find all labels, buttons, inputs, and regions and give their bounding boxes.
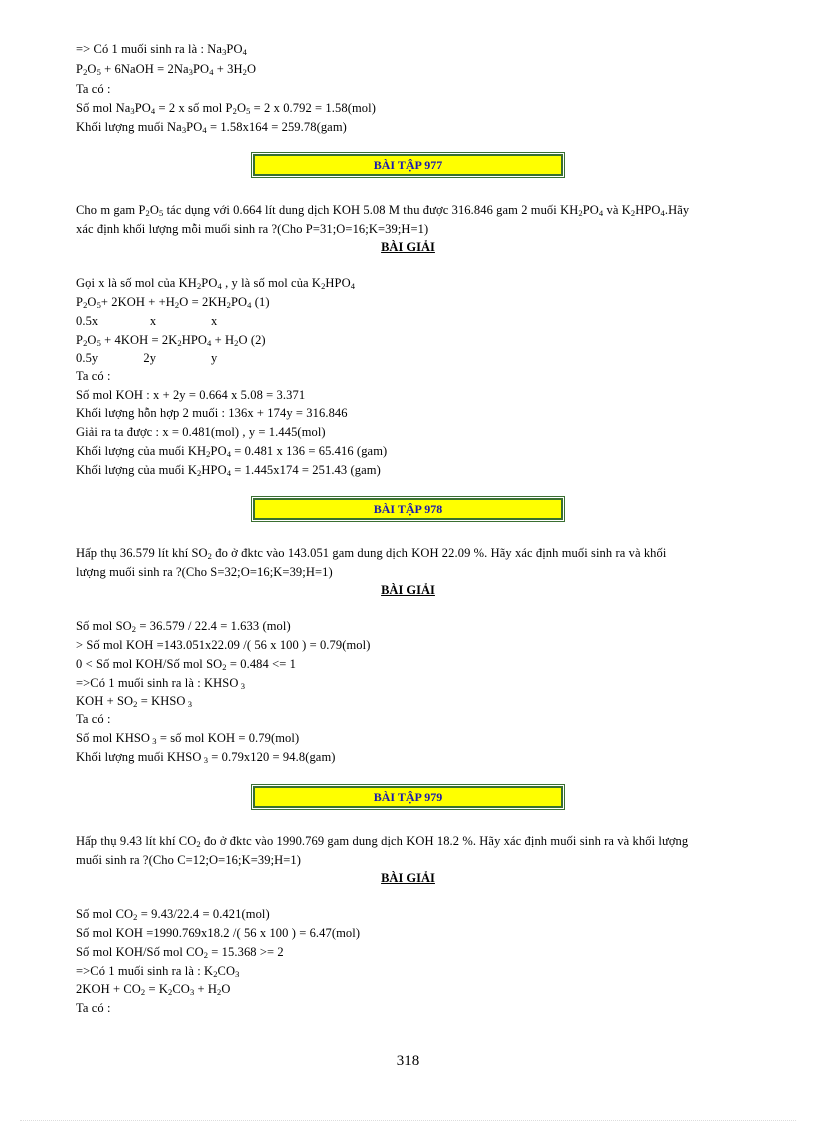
text-line: Số mol $SO_2 = 36.579 / 22.4 = 1.633$ (mol) xyxy=(76,619,291,634)
text-line: =>Có 1 muối sinh ra là : $K_2CO_3$ xyxy=(76,964,240,979)
text-line: Khối lượng của muối $KH_2PO_4 = 0.481$ x 136 = 65.416 (gam) xyxy=(76,444,388,459)
text-line: Giải ra ta được : x = 0.481(mol) , y = 1.445(mol) xyxy=(76,425,326,439)
text-line: => Có 1 muối sinh ra là : $Na_3PO_4$ xyxy=(76,42,247,57)
equation-line: $P_2O_5 + 4KOH = 2K_2HPO_4 + H_2O$ (2) xyxy=(76,333,266,348)
question-line: Hấp thụ 36.579 lít khí $SO_2$ đo ở đktc vào 143.051 gam dung dịch KOH 22.09 %. Hãy xác định muối sinh ra và khối xyxy=(76,546,667,561)
exercise-978-banner: BÀI TẬP 978 xyxy=(253,498,563,520)
text-line: Ta có : xyxy=(76,1001,111,1015)
text-line: Khối lượng muối KHSO $_3$ = 0.79x120 = 94.8(gam) xyxy=(76,750,336,765)
text-line: Số mol KHSO $_3$ = số mol KOH = 0.79(mol) xyxy=(76,731,300,746)
text-line: Khối lượng hỗn hợp 2 muối : 136x + 174y = 316.846 xyxy=(76,406,348,420)
equation-line: KOH + $SO_2$ = KHSO $_3$ xyxy=(76,694,193,709)
text-line: Gọi x là số mol của $KH_2PO_4$ , y là số mol của $K_2HPO_4$ xyxy=(76,276,356,291)
equation-line: $P_2O_5$ + 6NaOH = $2Na_3PO_4 + 3H_2O$ xyxy=(76,62,257,77)
question-line: xác định khối lượng mỗi muối sinh ra ?(Cho P=31;O=16;K=39;H=1) xyxy=(76,222,429,236)
text-line: Ta có : xyxy=(76,712,111,726)
text-line: Số mol KOH =1990.769x18.2 /( 56 x 100 ) = 6.47(mol) xyxy=(76,926,361,940)
page-divider xyxy=(20,1120,796,1121)
exercise-979-banner: BÀI TẬP 979 xyxy=(253,786,563,808)
question-line: lượng muối sinh ra ?(Cho S=32;O=16;K=39;H=1) xyxy=(76,565,333,579)
solution-heading: BÀI GIẢI xyxy=(381,240,435,254)
text-line: Ta có : xyxy=(76,82,111,96)
text-line: Ta có : xyxy=(76,369,111,383)
text-line: Số mol $CO_2 = 9.43/22.4 = 0.421(mol)$ xyxy=(76,907,270,922)
question-line: Cho m gam $P_2O_5$ tác dụng với 0.664 lít dung dịch KOH 5.08 M thu được 316.846 gam 2 muối $KH_2PO_4$ và $K_2HPO_4.Hãy$ xyxy=(76,203,690,218)
text-line: Số mol KOH/Số mol $CO_2 = 15.368 >= 2$ xyxy=(76,945,284,960)
text-line: 0 < Số mol KOH/Số mol $SO_2 = 0.484 <= 1$ xyxy=(76,657,296,672)
question-line: muối sinh ra ?(Cho C=12;O=16;K=39;H=1) xyxy=(76,853,302,867)
solution-heading: BÀI GIẢI xyxy=(381,871,435,885)
solution-heading: BÀI GIẢI xyxy=(381,583,435,597)
page-number: 318 xyxy=(396,1053,420,1069)
text-line: Số mol KOH : x + 2y = 0.664 x 5.08 = 3.371 xyxy=(76,388,306,402)
text-line: 0.5y 2y y xyxy=(76,351,218,365)
text-line: > Số mol KOH =143.051x22.09 /( 56 x 100 ) = 0.79(mol) xyxy=(76,638,371,652)
equation-line: $P_2O_5+ 2KOH + +H_2O = 2KH_2PO_4$ (1) xyxy=(76,295,270,310)
text-line: =>Có 1 muối sinh ra là : KHSO $_3$ xyxy=(76,676,246,691)
equation-line: $2KOH + CO_2 = K_2CO_3 + H_2O$ xyxy=(76,982,231,997)
text-line: 0.5x x x xyxy=(76,314,218,328)
text-line: Khối lượng muối $Na_3PO_4 = 1.58x164 = 259.78(gam)$ xyxy=(76,120,347,135)
text-line: Số mol $Na_3PO_4 = 2$ x số mol $P_2O_5 = 2$ x 0.792 = 1.58(mol) xyxy=(76,101,376,116)
exercise-977-banner: BÀI TẬP 977 xyxy=(253,154,563,176)
text-line: Khối lượng của muối $K_2HPO_4 = 1.445x174 = 251.43$ (gam) xyxy=(76,463,381,478)
question-line: Hấp thụ 9.43 lít khí $CO_2$ đo ở đktc vào 1990.769 gam dung dịch KOH 18.2 %. Hãy xác định muối sinh ra và khối lượng xyxy=(76,834,689,849)
